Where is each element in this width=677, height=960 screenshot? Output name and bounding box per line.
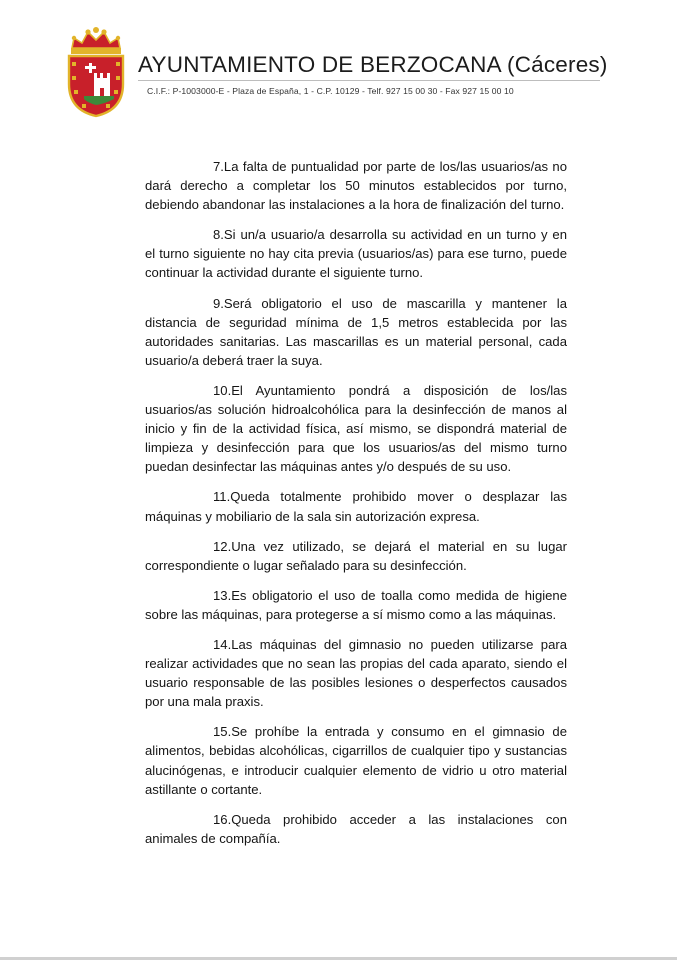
rules-list: [145, 157, 567, 859]
rule-item: [145, 487, 567, 525]
rule-number: 12.: [213, 538, 232, 554]
rule-item: [145, 810, 567, 848]
rule-text: Si un/a usuario/a desarrolla su actividad en un turno y en el turno siguiente no hay cita previa (usuarios/as) para ese turno, puede continuar la actividad durante el siguiente turno.: [145, 227, 567, 281]
rule-text: Una vez utilizado, se dejará el material en su lugar correspondiente o lugar señalado para su desinfección.: [145, 538, 567, 573]
rule-text: Queda totalmente prohibido mover o desplazar las máquinas y mobiliario de la sala sin autorización expresa.: [145, 489, 567, 524]
rule-item: [145, 635, 567, 711]
rule-number: 13.: [213, 587, 232, 603]
rule-number: 15.: [213, 724, 232, 740]
rule-text: Las máquinas del gimnasio no pueden utilizarse para realizar actividades que no sean las propias del cada aparato, siendo el usuario responsable de las posibles lesiones o desperfectos causados por una mala praxis.: [145, 636, 567, 710]
rule-text: Será obligatorio el uso de mascarilla y mantener la distancia de seguridad mínima de 1,5 metros establecida por las autoridades sanitarias. Las mascarillas es un material personal, cada usuario/a deberá traer la suya.: [145, 295, 567, 368]
rule-number: 9.: [213, 295, 224, 311]
rule-item: [145, 722, 567, 798]
rule-item: [145, 586, 567, 624]
organization-title: AYUNTAMIENTO DE BERZOCANA (Cáceres): [138, 52, 608, 77]
rule-item: [145, 157, 567, 214]
rule-text: Queda prohibido acceder a las instalaciones con animales de compañía.: [145, 811, 567, 846]
rule-text: Es obligatorio el uso de toalla como medida de higiene sobre las máquinas, para protegerse a sí mismo como a las máquinas.: [145, 587, 567, 622]
rule-number: 14.: [213, 636, 232, 652]
rule-text: El Ayuntamiento pondrá a disposición de los/las usuarios/as solución hidroalcohólica para la desinfección de manos al inicio y fin de la actividad física, así mismo, se dispondrá material de limpieza y desinfección para que los usuarios/as del mismo turno puedan desinfectar las máquinas antes y/o después de su uso.: [145, 382, 567, 475]
organization-contact-info: C.I.F.: P-1003000-E - Plaza de España, 1 - C.P. 10129 - Telf. 927 15 00 30 - Fax 927 15 00 10: [147, 86, 514, 96]
rule-number: 11.: [213, 489, 231, 505]
rule-text: Se prohíbe la entrada y consumo en el gimnasio de alimentos, bebidas alcohólicas, cigarrillos de cualquier tipo y sustancias alucinógenas, e introducir cualquier elemento de vidrio u otro material astillante o cortante.: [145, 724, 567, 797]
rule-item: [145, 294, 567, 370]
rule-number: 16.: [213, 811, 232, 827]
rule-number: 8.: [213, 227, 224, 243]
header-divider: [138, 80, 600, 81]
coat-of-arms-icon: [64, 26, 128, 118]
rule-item: [145, 537, 567, 575]
rule-text: La falta de puntualidad por parte de los/las usuarios/as no dará derecho a completar los 50 minutos establecidos por turno, debiendo abandonar las instalaciones a la hora de finalización del turno.: [145, 159, 567, 213]
rule-number: 7.: [213, 159, 224, 174]
rule-item: [145, 381, 567, 476]
rule-item: [145, 225, 567, 282]
rule-number: 10.: [213, 382, 232, 398]
